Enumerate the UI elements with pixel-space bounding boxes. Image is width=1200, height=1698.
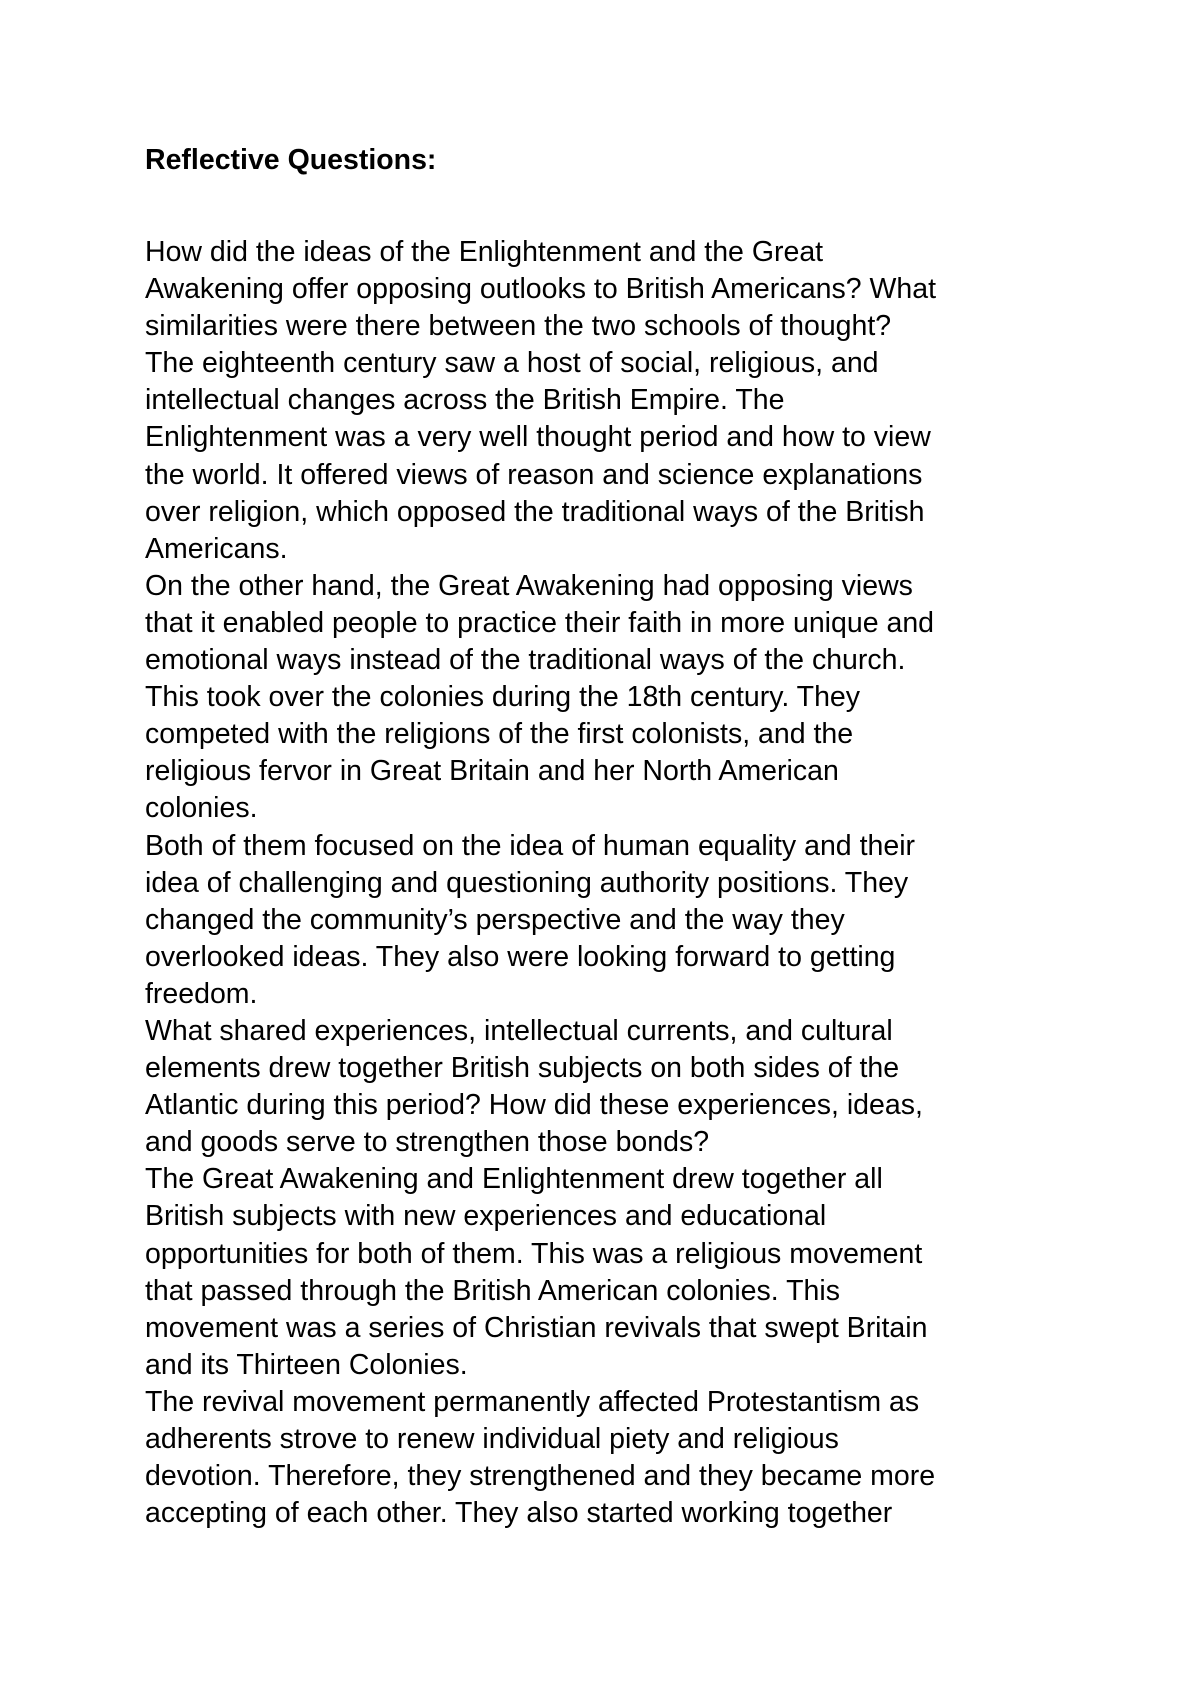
text-line: colonies. (145, 792, 258, 825)
text-line: How did the ideas of the Enlightenment and the Great (145, 236, 824, 268)
text-line: changed the community’s perspective and the way they (145, 903, 845, 936)
document-heading: Reflective Questions: (145, 144, 437, 176)
text-line: competed with the religions of the first colonists, and the (145, 718, 854, 751)
text-line: On the other hand, the Great Awakening had opposing views (145, 569, 913, 602)
text-line: The eighteenth century saw a host of social, religious, and (145, 347, 879, 380)
text-line: opportunities for both of them. This was a religious movement (145, 1237, 923, 1270)
text-line: British subjects with new experiences and educational (145, 1200, 827, 1233)
text-line: over religion, which opposed the traditional ways of the British (145, 495, 925, 528)
text-line: accepting of each other. They also started working together (145, 1497, 893, 1530)
text-line: similarities were there between the two schools of thought? (145, 310, 892, 343)
text-line: The revival movement permanently affected Protestantism as (145, 1385, 920, 1418)
text-line: emotional ways instead of the traditional ways of the church. (145, 644, 906, 677)
document-content (145, 142, 1075, 1532)
heading-spacer (145, 179, 1075, 234)
text-line: Americans. (145, 532, 288, 565)
text-line: and goods serve to strengthen those bonds? (145, 1126, 710, 1159)
text-line: movement was a series of Christian revivals that swept Britain (145, 1311, 928, 1344)
text-line: Both of them focused on the idea of human equality and their (145, 829, 916, 862)
text-line: Awakening offer opposing outlooks to British Americans? What (145, 273, 937, 306)
text-line: The Great Awakening and Enlightenment drew together all (145, 1163, 883, 1196)
text-line: that it enabled people to practice their faith in more unique and (145, 606, 935, 639)
text-line: freedom. (145, 977, 258, 1010)
text-line: idea of challenging and questioning authority positions. They (145, 866, 909, 899)
body-text (145, 234, 1075, 1532)
text-line: elements drew together British subjects on both sides of the (145, 1052, 900, 1085)
text-line: religious fervor in Great Britain and her North American (145, 755, 839, 788)
text-line: adherents strove to renew individual piety and religious (145, 1423, 839, 1455)
text-line: and its Thirteen Colonies. (145, 1348, 468, 1381)
text-line: intellectual changes across the British Empire. The (145, 384, 785, 417)
text-line: that passed through the British American colonies. This (145, 1274, 840, 1307)
text-line: the world. It offered views of reason and science explanations (145, 458, 923, 491)
text-line: overlooked ideas. They also were looking forward to getting (145, 940, 896, 973)
text-line: Atlantic during this period? How did these experiences, ideas, (145, 1089, 923, 1122)
text-line: devotion. Therefore, they strengthened and they became more (145, 1460, 936, 1493)
text-line: Enlightenment was a very well thought period and how to view (145, 421, 931, 454)
text-line: This took over the colonies during the 18th century. They (145, 681, 861, 714)
text-line: What shared experiences, intellectual currents, and cultural (145, 1014, 893, 1047)
